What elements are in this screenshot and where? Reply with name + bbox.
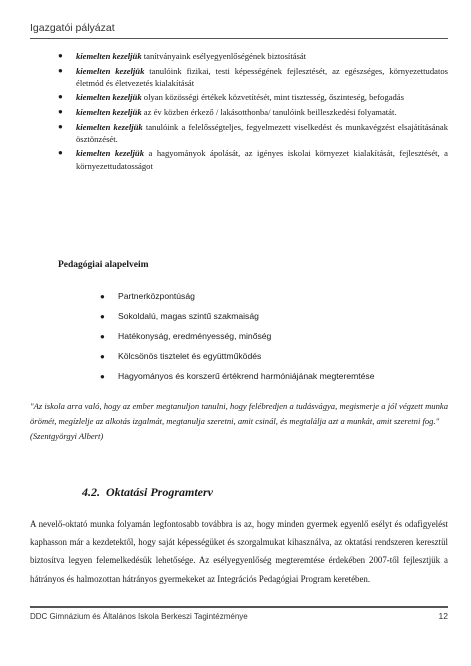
footer-institution: DDC Gimnázium és Általános Iskola Berkeszi Tagintézménye (30, 612, 248, 621)
priorities-list (58, 50, 448, 174)
list-item (100, 351, 375, 362)
list-item-text: olyan közösségi értékek közvetítését, mint tisztesség, őszinteség, befogadás (141, 92, 404, 103)
page-header-title: Igazgatói pályázat (30, 22, 115, 34)
bullet-icon: ● (58, 121, 63, 131)
list-item-text: Hatékonyság, eredményesség, minőség (118, 331, 272, 341)
list-item-text: tanulóink fizikai, testi képességének fejlesztését, az egészséges, környezettudatos életmód és életvezetés kialakítását (76, 65, 448, 88)
list-item-text: a hagyományok ápolását, az igényes iskolai környezet kialakítását, fejlesztését, a környezettudatosságot (76, 148, 448, 171)
list-item (58, 91, 448, 103)
section-heading (82, 485, 213, 500)
bullet-icon: ● (58, 65, 63, 75)
list-item-text: az év közben érkező / lakásotthonba/ tanulóink beilleszkedési folyamatát. (141, 106, 397, 117)
list-item-emphasis: kiemelten kezeljük (76, 148, 144, 159)
list-item-text: tanulóink a felelősségteljes, fegyelmezett viselkedést és munkavégzést elsajátításának ösztönzését. (76, 121, 449, 144)
body-paragraph: A nevelő-oktató munka folyamán legfontosabb továbbra is az, hogy minden gyermek egyenlő esélyt és odafigyelést kaphasson már a kezdetektől, hogy saját képességüket és szorgalmukat kihasználva, az oktatási rendszeren keresztül biztosítva legyen felemelkedésük lehetősége. Az esélyegyenlőség megteremtése érdekében 2007-től fejlesztjük a hátrányos és halmozottan hátrányos gyermekeket az Integrációs Pedagógiai Program keretében. (30, 519, 448, 584)
bullet-icon: ● (100, 332, 105, 341)
list-item (58, 65, 448, 89)
list-item-text: Sokoldalú, magas szintű szakmaiság (118, 311, 259, 321)
list-item-emphasis: kiemelten kezeljük (76, 92, 142, 103)
quote-text: "Az iskola arra való, hogy az ember megtanuljon tanulni, hogy felébredjen a tudásvágya, megismerje a jól végzett munka örömét, megízlelje az alkotás izgalmát, megtanulja szeretni, amit csinál, és megtalálja azt a munkát, amit szeretni fog." (30, 401, 448, 426)
footer-rule (30, 606, 448, 608)
list-item (100, 311, 375, 322)
list-item (100, 291, 375, 302)
list-item (58, 106, 448, 118)
list-item (100, 371, 375, 382)
header-rule (30, 38, 448, 39)
bullet-icon: ● (100, 292, 105, 301)
list-item (58, 50, 448, 62)
list-item-emphasis: kiemelten kezeljük (76, 121, 143, 132)
section-title: Oktatási Programterv (106, 485, 213, 499)
list-item-emphasis: kiemelten kezeljük (76, 65, 145, 76)
list-item-emphasis: kiemelten kezeljük (76, 106, 142, 117)
bullet-icon: ● (58, 106, 63, 116)
list-item-text: Partnerközpontúság (118, 291, 195, 301)
bullet-icon: ● (58, 92, 63, 102)
list-item (100, 331, 375, 342)
page-number: 12 (438, 611, 448, 621)
list-item (58, 147, 448, 171)
bullet-icon: ● (100, 372, 105, 381)
principles-heading: Pedagógiai alapelveim (58, 260, 149, 270)
bullet-icon: ● (58, 148, 63, 158)
quote-block (30, 399, 448, 444)
list-item (58, 121, 448, 145)
principles-list (100, 291, 375, 391)
list-item-text: tanítványaink esélyegyenlőségének biztosítását (141, 51, 307, 61)
list-item-text: Hagyományos és korszerű értékrend harmóniájának megteremtése (118, 371, 375, 381)
bullet-icon: ● (58, 51, 63, 60)
list-item-text: Kölcsönös tisztelet és együttműködés (118, 351, 262, 361)
section-number: 4.2. (82, 485, 100, 499)
bullet-icon: ● (100, 312, 105, 321)
bullet-icon: ● (100, 352, 105, 361)
list-item-emphasis: kiemelten kezeljük (76, 51, 142, 61)
quote-author: (Szentgyörgyi Albert) (30, 431, 104, 441)
